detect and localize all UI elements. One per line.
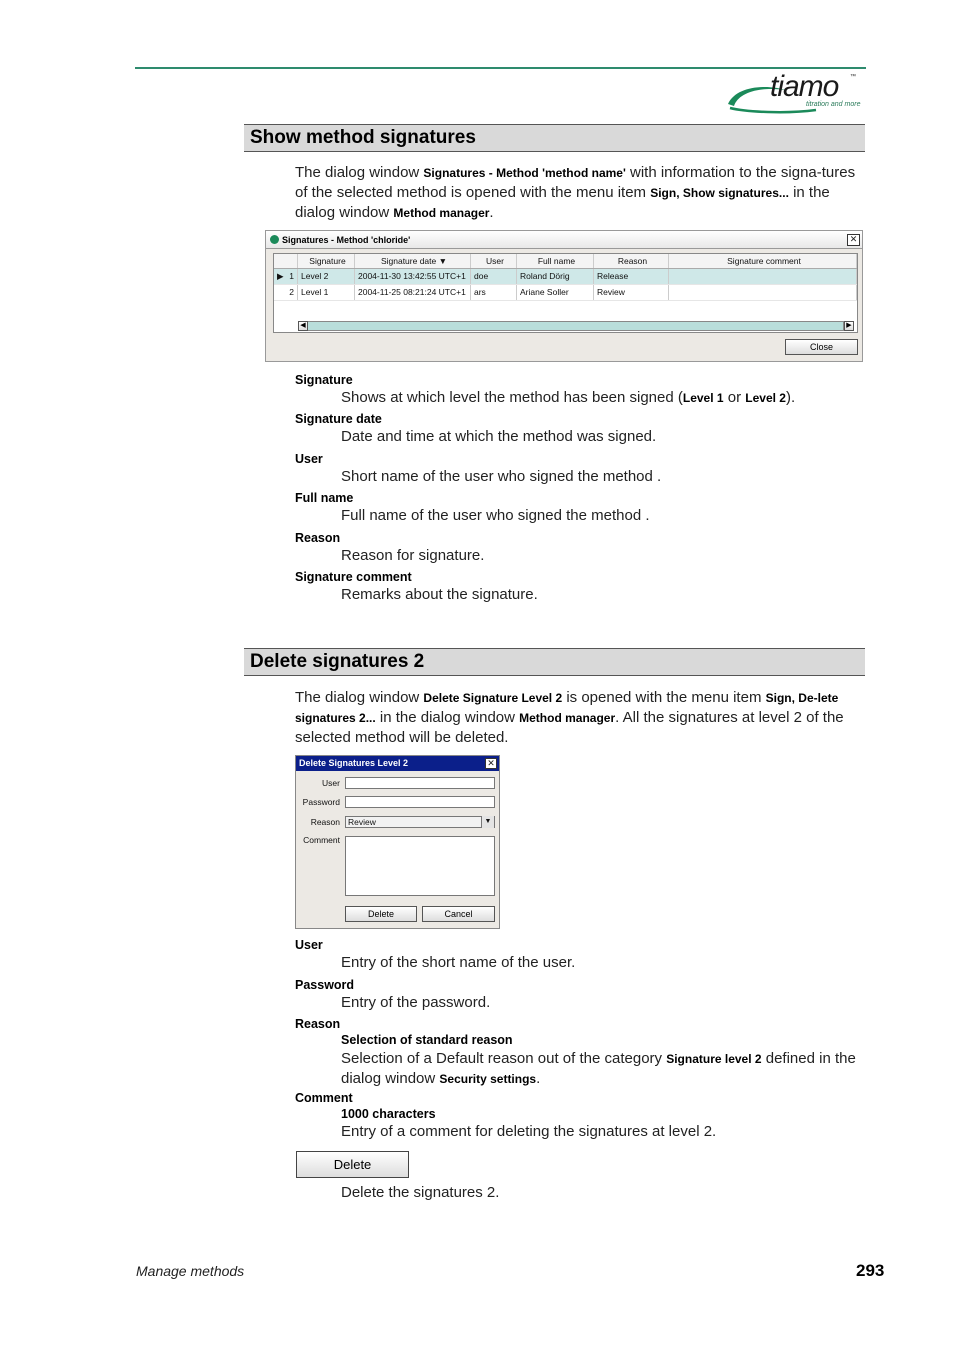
reason-label: Reason bbox=[310, 817, 340, 827]
logo-trademark: ™ bbox=[850, 74, 856, 80]
header-rule bbox=[135, 67, 866, 69]
desc-text: ). bbox=[785, 389, 796, 406]
column-header[interactable]: User bbox=[471, 254, 517, 268]
section-heading-show-signatures: Show method signatures bbox=[244, 124, 865, 152]
comment-label: Comment bbox=[303, 835, 340, 845]
desc-user: Short name of the user who signed the method . bbox=[341, 468, 662, 485]
cell-signature: Level 2 bbox=[298, 269, 355, 284]
section1-intro bbox=[295, 163, 867, 223]
password-field[interactable] bbox=[345, 796, 495, 808]
column-header[interactable]: Signature date ▼ bbox=[355, 254, 471, 268]
term-reason: Reason bbox=[295, 1017, 341, 1031]
cell-fullname: Roland Dörig bbox=[517, 269, 594, 284]
sub-comment: 1000 characters bbox=[341, 1107, 436, 1121]
chevron-down-icon[interactable]: ▼ bbox=[481, 816, 494, 828]
cell-fullname: Ariane Soller bbox=[517, 285, 594, 300]
intro-menu-item: Sign, Show signatures... bbox=[650, 186, 789, 200]
user-field[interactable] bbox=[345, 777, 495, 789]
desc-signature-comment: Remarks about the signature. bbox=[341, 586, 538, 603]
term-password: Password bbox=[295, 978, 355, 992]
delete-button[interactable]: Delete bbox=[345, 906, 417, 922]
intro-text: with information to the signa-tures of the selected method is opened with the menu item bbox=[295, 164, 856, 201]
cell-signature: Level 1 bbox=[298, 285, 355, 300]
column-header[interactable]: Reason bbox=[594, 254, 669, 268]
desc-text: . bbox=[536, 1070, 541, 1087]
term-comment: Comment bbox=[295, 1091, 353, 1105]
sub-reason: Selection of standard reason bbox=[341, 1033, 513, 1047]
desc-user: Entry of the short name of the user. bbox=[341, 954, 576, 971]
term-signature-date: Signature date bbox=[295, 412, 382, 426]
app-icon bbox=[270, 235, 279, 244]
intro-text: The dialog window bbox=[295, 689, 424, 706]
cell-comment bbox=[669, 269, 857, 284]
desc-reason: Reason for signature. bbox=[341, 547, 485, 564]
intro-text: . All the signatures at level 2 of the selected method will be deleted. bbox=[295, 709, 844, 746]
column-header[interactable]: Signature bbox=[298, 254, 355, 268]
row-index-value: 1 bbox=[289, 271, 294, 281]
desc-text: defined in the dialog window bbox=[341, 1050, 856, 1087]
desc-text: Shows at which level the method has been signed ( bbox=[341, 389, 683, 406]
cell-reason: Review bbox=[594, 285, 669, 300]
intro-text: . bbox=[489, 204, 494, 221]
table-row[interactable] bbox=[274, 269, 857, 285]
desc-delete: Delete the signatures 2. bbox=[341, 1184, 500, 1201]
desc-bold: Signature level 2 bbox=[666, 1052, 762, 1066]
reason-value: Review bbox=[348, 817, 376, 827]
delete-button-illustration: Delete bbox=[296, 1151, 409, 1178]
intro-text: is opened with the menu item bbox=[562, 689, 766, 706]
reason-select[interactable] bbox=[345, 816, 495, 828]
desc-password: Entry of the password. bbox=[341, 994, 491, 1011]
desc-signature bbox=[341, 389, 795, 406]
desc-full-name: Full name of the user who signed the method . bbox=[341, 507, 650, 524]
intro-dialog-name: Method manager bbox=[519, 711, 616, 725]
row-index: 2 bbox=[274, 285, 298, 300]
horizontal-scrollbar[interactable] bbox=[298, 321, 844, 331]
term-signature-comment: Signature comment bbox=[295, 570, 412, 584]
section2-intro bbox=[295, 688, 867, 747]
scroll-left-icon[interactable]: ◀ bbox=[298, 321, 308, 331]
signatures-dialog bbox=[265, 230, 863, 362]
page-number: 293 bbox=[856, 1261, 885, 1280]
table-row[interactable] bbox=[274, 285, 857, 301]
dialog-title: Signatures - Method 'chloride' bbox=[282, 234, 411, 245]
intro-dialog-name: Method manager bbox=[393, 206, 490, 220]
desc-text: or bbox=[723, 389, 746, 406]
intro-menu-item: Sign, De-lete signatures 2... bbox=[295, 691, 839, 725]
dialog-title: Delete Signatures Level 2 bbox=[296, 756, 499, 771]
intro-dialog-name: Signatures - Method 'method name' bbox=[423, 166, 626, 180]
desc-signature-date: Date and time at which the method was signed. bbox=[341, 428, 657, 445]
column-header[interactable]: Full name bbox=[517, 254, 594, 268]
close-button[interactable]: Close bbox=[785, 339, 858, 355]
intro-dialog-name: Delete Signature Level 2 bbox=[423, 691, 563, 705]
close-icon[interactable]: ✕ bbox=[485, 758, 497, 769]
desc-text: Selection of a Default reason out of the category bbox=[341, 1050, 667, 1067]
cell-reason: Release bbox=[594, 269, 669, 284]
table-header bbox=[274, 254, 857, 269]
cell-comment bbox=[669, 285, 857, 300]
cell-user: doe bbox=[471, 269, 517, 284]
cell-date: 2004-11-30 13:42:55 UTC+1 bbox=[355, 269, 471, 284]
column-header[interactable]: Signature comment bbox=[669, 254, 857, 268]
row-pointer-icon: ▶ bbox=[277, 271, 284, 281]
intro-text: in the dialog window bbox=[375, 709, 520, 726]
delete-signatures-dialog bbox=[295, 755, 500, 929]
password-label: Password bbox=[302, 797, 340, 807]
logo-tagline: titration and more bbox=[806, 101, 861, 108]
desc-bold: Security settings bbox=[439, 1072, 537, 1086]
desc-reason bbox=[341, 1049, 866, 1089]
footer-section-name: Manage methods bbox=[136, 1263, 245, 1279]
term-reason: Reason bbox=[295, 531, 341, 545]
desc-bold: Level 1 bbox=[682, 391, 724, 405]
tiamo-logo bbox=[726, 72, 868, 116]
scroll-right-icon[interactable]: ▶ bbox=[844, 321, 854, 331]
cancel-button[interactable]: Cancel bbox=[422, 906, 495, 922]
desc-bold: Level 2 bbox=[745, 391, 786, 405]
intro-text: in the dialog window bbox=[295, 184, 830, 221]
row-header-corner bbox=[274, 254, 298, 268]
term-user: User bbox=[295, 452, 323, 466]
term-signature: Signature bbox=[295, 373, 353, 387]
cell-date: 2004-11-25 08:21:24 UTC+1 bbox=[355, 285, 471, 300]
intro-text: The dialog window bbox=[295, 164, 424, 181]
desc-comment: Entry of a comment for deleting the signatures at level 2. bbox=[341, 1123, 717, 1140]
user-label: User bbox=[322, 778, 340, 788]
cell-user: ars bbox=[471, 285, 517, 300]
term-full-name: Full name bbox=[295, 491, 354, 505]
row-index bbox=[274, 269, 298, 284]
comment-textarea[interactable] bbox=[345, 836, 495, 896]
section-heading-delete-signatures: Delete signatures 2 bbox=[244, 648, 865, 676]
dialog-titlebar bbox=[266, 231, 862, 249]
term-user: User bbox=[295, 938, 323, 952]
logo-wordmark: tiamo bbox=[770, 70, 839, 103]
close-icon[interactable]: ✕ bbox=[847, 234, 860, 246]
